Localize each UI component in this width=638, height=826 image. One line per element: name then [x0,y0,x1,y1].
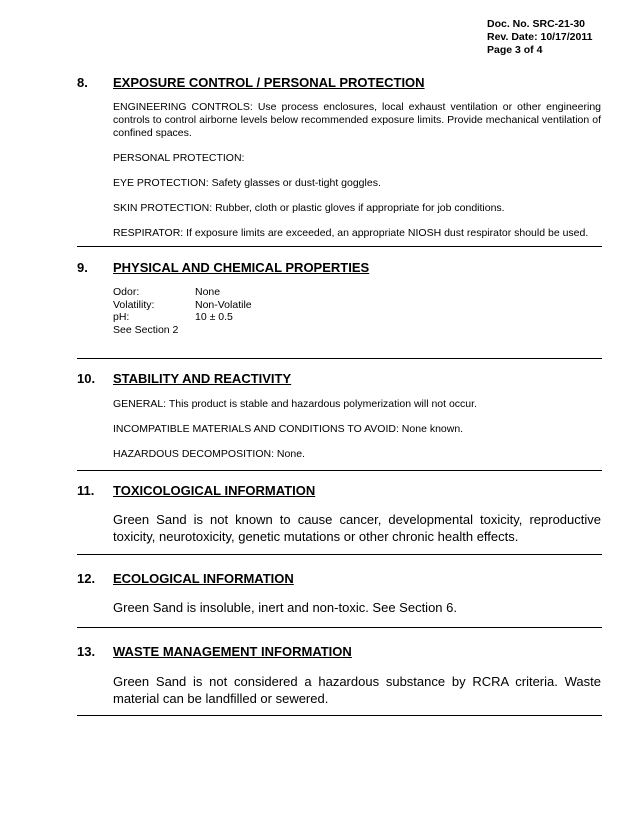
section-12-title: ECOLOGICAL INFORMATION [113,571,294,586]
property-row [113,286,601,299]
section-12-body [113,599,601,616]
section-10-body [113,398,601,461]
hazardous-decomposition: HAZARDOUS DECOMPOSITION: None. [113,448,305,460]
property-row [113,311,601,324]
section-9-title: PHYSICAL AND CHEMICAL PROPERTIES [113,260,370,275]
stability-general: GENERAL: This product is stable and hazardous polymerization will not occur. [113,398,477,410]
property-value: 10 ± 0.5 [195,311,233,323]
divider [77,627,602,628]
waste-management-text: Green Sand is not considered a hazardous substance by RCRA criteria. Waste material can be landfilled or sewered. [113,674,601,706]
section-10-title: STABILITY AND REACTIVITY [113,371,292,386]
see-section-note: See Section 2 [113,323,179,336]
section-13-title: WASTE MANAGEMENT INFORMATION [113,644,352,659]
divider [77,246,602,247]
document-header [487,18,592,57]
skin-protection: SKIN PROTECTION: Rubber, cloth or plastic gloves if appropriate for job conditions. [113,202,505,214]
divider [77,470,602,471]
incompatible-materials: INCOMPATIBLE MATERIALS AND CONDITIONS TO AVOID: None known. [113,423,464,435]
section-8-title: EXPOSURE CONTROL / PERSONAL PROTECTION [113,75,425,90]
property-label: Odor: [113,286,140,298]
section-9-number: 9. [77,260,88,275]
property-value: None [195,286,221,298]
property-label: pH: [113,311,130,323]
ecological-text: Green Sand is insoluble, inert and non-toxic. See Section 6. [113,600,457,615]
section-11-title: TOXICOLOGICAL INFORMATION [113,483,316,498]
section-8-body [113,101,601,240]
eye-protection: EYE PROTECTION: Safety glasses or dust-tight goggles. [113,177,381,189]
page-indicator: Page 3 of 4 [487,44,543,56]
divider [77,715,602,716]
doc-number: Doc. No. SRC-21-30 [487,18,586,30]
property-row [113,299,601,312]
toxicological-text: Green Sand is not known to cause cancer, developmental toxicity, reproductive toxicity, neurotoxicity, genetic mutations or other chronic health effects. [113,512,601,544]
section-8-number: 8. [77,75,88,90]
divider [77,554,602,555]
property-label: Volatility: [113,298,155,311]
property-value: Non-Volatile [195,298,252,311]
section-10-number: 10. [77,371,96,386]
revision-date: Rev. Date: 10/17/2011 [487,31,593,43]
section-13-number: 13. [77,644,96,659]
respirator: RESPIRATOR: If exposure limits are exceeded, an appropriate NIOSH dust respirator should be used. [113,227,589,239]
section-11-number: 11. [77,483,95,498]
section-9-properties [113,286,601,336]
personal-protection: PERSONAL PROTECTION: [113,152,245,164]
section-13-body [113,673,601,707]
divider [77,358,602,359]
section-12-number: 12. [77,571,96,586]
engineering-controls: ENGINEERING CONTROLS: Use process enclosures, local exhaust ventilation or other engineering controls to control airborne levels below recommended exposure limits. Provide mechanical ventilation of confined spaces. [113,101,601,139]
section-11-body [113,511,601,545]
